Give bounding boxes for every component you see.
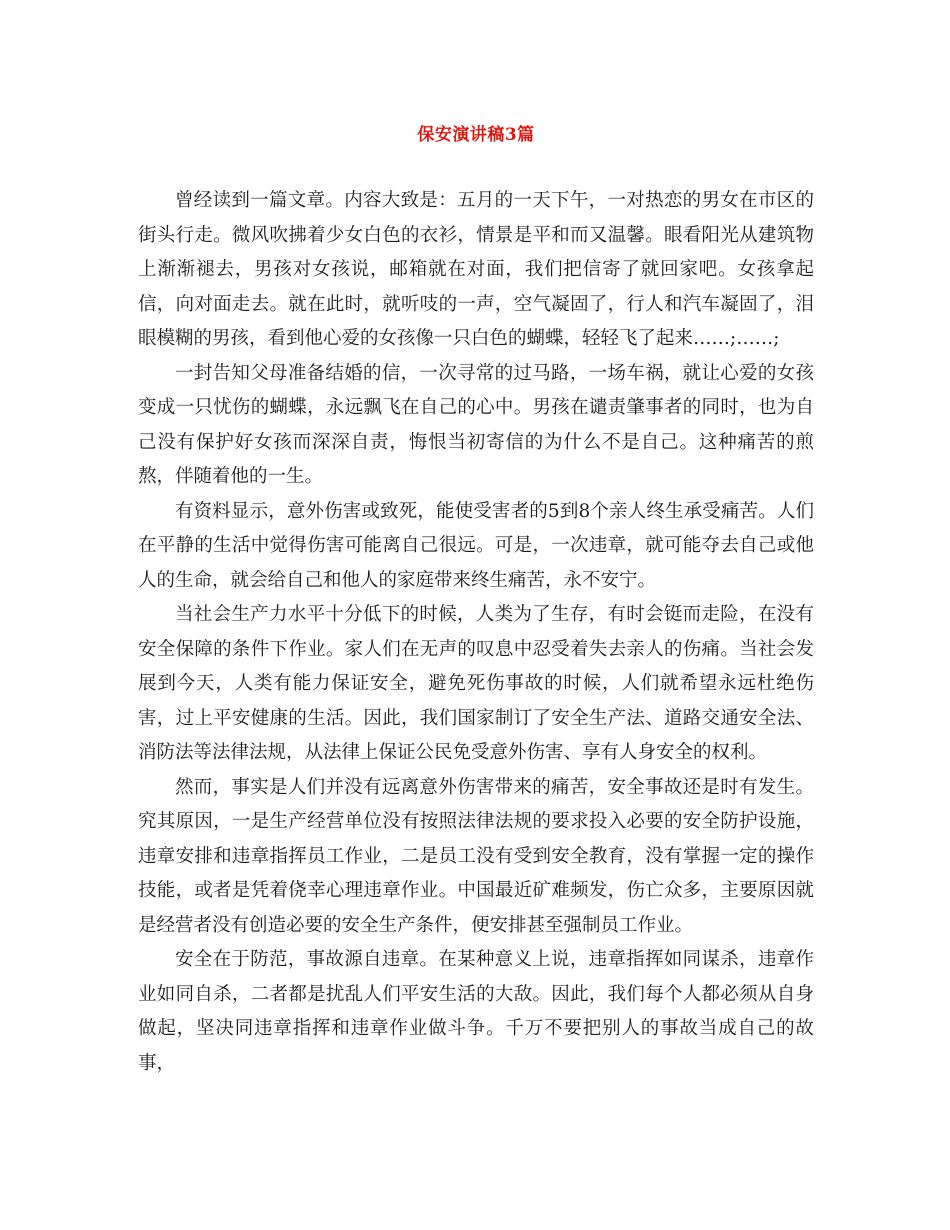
document-title: 保安演讲稿3篇 xyxy=(417,125,535,145)
paragraph-5: 然而，事实是人们并没有远离意外伤害带来的痛苦，安全事故还是时有发生。究其原因，一是生产经营单位没有按照法律法规的要求投入必要的安全防护设施，违章安排和违章指挥员工作业，二是员工没有受到安全教育，没有掌握一定的操作技能，或者是凭着侥幸心理违章作业。中国最近矿难频发，伤亡众多，主要原因就是经营者没有创造必要的安全生产条件，便安排甚至强制员工作业。 xyxy=(138,776,814,936)
paragraph-2: 一封告知父母准备结婚的信，一次寻常的过马路，一场车祸，就让心爱的女孩变成一只忧伤的蝴蝶，永远飘飞在自己的心中。男孩在谴责肇事者的同时，也为自己没有保护好女孩而深深自责，悔恨当初寄信的为什么不是自己。这种痛苦的煎熬，伴随着他的一生。 xyxy=(138,362,814,487)
paragraph-4: 当社会生产力水平十分低下的时候，人类为了生存，有时会铤而走险，在没有安全保障的条件下作业。家人们在无声的叹息中忍受着失去亲人的伤痛。当社会发展到今天，人类有能力保证安全，避免死伤事故的时候，人们就希望永远杜绝伤害，过上平安健康的生活。因此，我们国家制订了安全生产法、道路交通安全法、消防法等法律法规，从法律上保证公民免受意外伤害、享有人身安全的权利。 xyxy=(138,604,814,763)
paragraph-6: 安全在于防范，事故源自违章。在某种意义上说，违章指挥如同谋杀，违章作业如同自杀，二者都是扰乱人们平安生活的大敌。因此，我们每个人都必须从自身做起，坚决同违章指挥和违章作业做斗争。千万不要把别人的事故当成自己的故事， xyxy=(138,949,814,1074)
paragraph-1: 曾经读到一篇文章。内容大致是：五月的一天下午，一对热恋的男女在市区的街头行走。微风吹拂着少女白色的衣衫，情景是平和而又温馨。眼看阳光从建筑物上渐渐褪去，男孩对女孩说，邮箱就在对面，我们把信寄了就回家吧。女孩拿起信，向对面走去。就在此时，就听吱的一声，空气凝固了，行人和汽车凝固了，泪眼模糊的男孩，看到他心爱的女孩像一只白色的蝴蝶，轻轻飞了起来……;……; xyxy=(138,190,814,349)
paragraph-3: 有资料显示，意外伤害或致死，能使受害者的5到8个亲人终生承受痛苦。人们在平静的生活中觉得伤害可能离自己很远。可是，一次违章，就可能夺去自己或他人的生命，就会给自己和他人的家庭带来终生痛苦，永不安宁。 xyxy=(138,500,814,591)
